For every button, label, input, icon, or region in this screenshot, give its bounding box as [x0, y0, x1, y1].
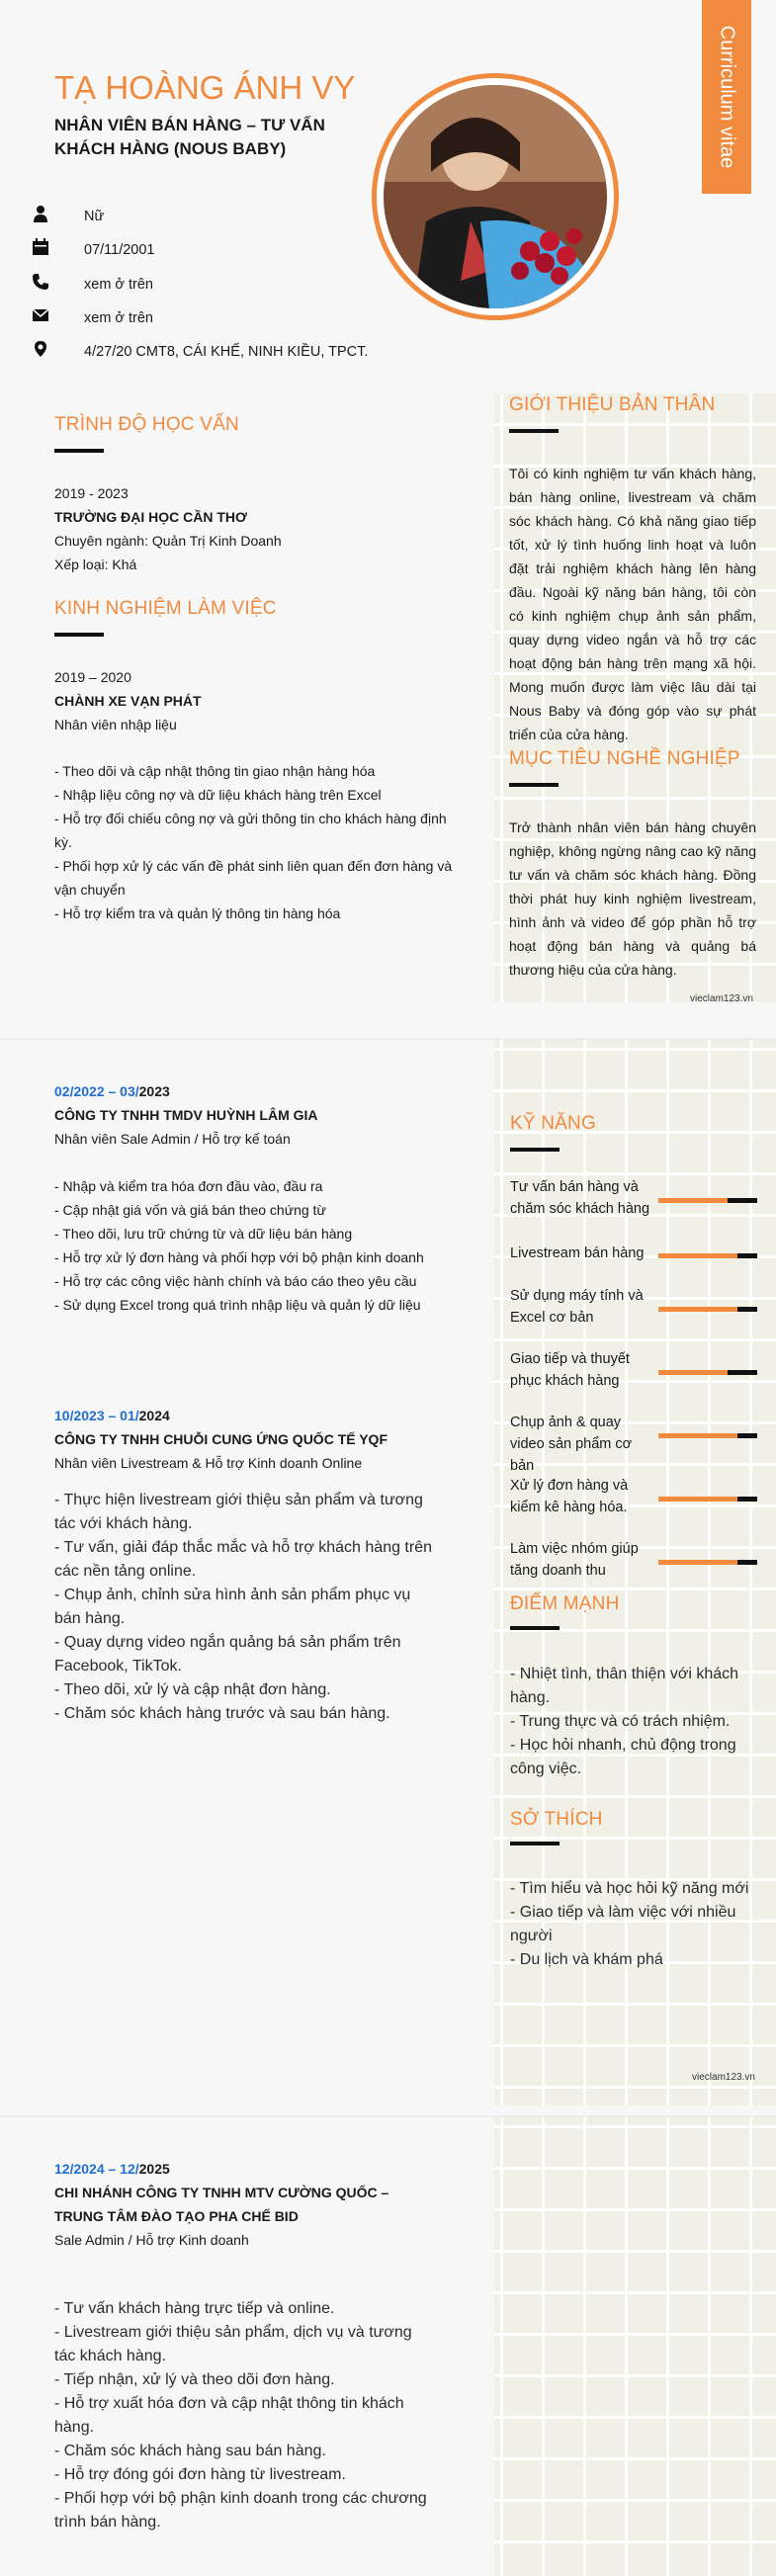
- strengths-heading: ĐIỂM MẠNH: [510, 1593, 620, 1614]
- list-item: - Theo dõi, xử lý và cập nhật đơn hàng.: [54, 1681, 331, 1698]
- about-text: Tôi có kinh nghiệm tư vấn khách hàng, bán hàng online, livestream và chăm sóc khách hàng. Có khả năng giao tiếp tốt, xử lý tình huống linh hoạt và luôn đặt trải nghiệm khách hàng lên hàng đầu. Ngoài kỹ năng bán hàng, tôi còn có kinh nghiệm chụp ảnh sản phẩm, quay dựng video ngắn và hỗ trợ các hoạt động bán hàng trên mạng xã hội. Mong muốn được làm việc lâu dài tại Nous Baby và đóng góp vào sự phát triển của cửa hàng.: [509, 466, 756, 742]
- cv-tab: [702, 0, 751, 194]
- job-block: 2019 – 2020 CHÀNH XE VẠN PHÁT Nhân viên nhập liệu - Theo dõi và cập nhật thông tin giao nhận hàng hóa - Nhập liệu công nợ và dữ liệu khách hàng trên Excel - Hỗ trợ đối chiếu công nợ và gửi thông tin cho khách hàng định kỳ. - Phối hợp xử lý các vấn đề phát sinh liên quan đến đơn hàng và vận chuyển - Hỗ trợ kiểm tra và quản lý thông tin hàng hóa: [54, 665, 460, 925]
- list-item: - Thực hiện livestream giới thiệu sản phẩm và tương tác với khách hàng.: [54, 1492, 423, 1532]
- task-list: [54, 1489, 435, 1726]
- person-icon: [32, 205, 49, 222]
- strengths-list: [510, 1663, 757, 1781]
- skill-label: Xử lý đơn hàng và kiểm kê hàng hóa.: [510, 1478, 629, 1515]
- list-item: - Theo dõi và cập nhật thông tin giao nhận hàng hóa: [54, 763, 376, 779]
- list-item: - Hỗ trợ kiểm tra và quản lý thông tin hàng hóa: [54, 905, 341, 921]
- cv-page-1: [0, 0, 776, 1038]
- skill-level: [737, 1433, 757, 1438]
- job-period: 02/2022 – 03/2023: [54, 1083, 170, 1099]
- grid-background: [494, 2117, 776, 2576]
- heading-underline: [510, 1842, 560, 1846]
- list-item: - Chăm sóc khách hàng trước và sau bán hàng.: [54, 1705, 390, 1722]
- skill-bar: [658, 1253, 757, 1258]
- email-value: xem ở trên: [84, 310, 153, 326]
- task-list: [54, 2297, 435, 2534]
- heading-underline: [509, 429, 559, 433]
- list-item: - Du lịch và khám phá: [510, 1951, 663, 1968]
- heading-underline: [509, 783, 559, 787]
- job-block: 10/2023 – 01/2024 CÔNG TY TNHH CHUỖI CUNG ỨNG QUỐC TẾ YQF Nhân viên Livestream & Hỗ trợ Kinh doanh Online - Thực hiện livestream giới thiệu sản phẩm và tương tác với khách hàng. - Tư vấn, giải đáp thắc mắc và hỗ trợ khách hàng trên các nền tảng online. - Chụp ảnh, chỉnh sửa hình ảnh sản phẩm phục vụ bán hàng. - Quay dựng video ngắn quảng bá sản phẩm trên Facebook, TikTok. - Theo dõi, xử lý và cập nhật đơn hàng. - Chăm sóc khách hàng trước và sau bán hàng.: [54, 1404, 435, 1726]
- objective-text: Trở thành nhân viên bán hàng chuyên nghiệp, không ngừng nâng cao kỹ năng tư vấn và chăm sóc khách hàng. Đồng thời phát huy kinh nghiệm livestream, hình ảnh và video để góp phần hỗ trợ hoạt động bán hàng và quảng bá thương hiệu của cửa hàng.: [509, 819, 756, 978]
- list-item: - Trung thực và có trách nhiệm.: [510, 1713, 731, 1730]
- skill-label: Chụp ảnh & quay video sản phẩm cơ bản: [510, 1415, 633, 1474]
- candidate-name: TẠ HOÀNG ÁNH VY: [54, 69, 356, 106]
- heading-underline: [54, 449, 104, 453]
- skill-bar: [658, 1433, 757, 1438]
- list-item: - Cập nhật giá vốn và giá bán theo chứng từ: [54, 1202, 326, 1218]
- skill-bar: [658, 1560, 757, 1565]
- list-item: - Livestream giới thiệu sản phẩm, dịch vụ và tương tác khách hàng.: [54, 2324, 412, 2364]
- list-item: - Hỗ trợ xử lý đơn hàng và phối hợp với bộ phận kinh doanh: [54, 1249, 424, 1265]
- skill-bar: [658, 1307, 757, 1312]
- list-item: - Nhập và kiểm tra hóa đơn đầu vào, đầu ra: [54, 1178, 323, 1194]
- job-block: 02/2022 – 03/2023 CÔNG TY TNHH TMDV HUỲNH LÂM GIA Nhân viên Sale Admin / Hỗ trợ kế toán - Nhập và kiểm tra hóa đơn đầu vào, đầu ra - Cập nhật giá vốn và giá bán theo chứng từ - Theo dõi, lưu trữ chứng từ và dữ liệu bán hàng - Hỗ trợ xử lý đơn hàng và phối hợp với bộ phận kinh doanh - Hỗ trợ các công việc hành chính và báo cáo theo yêu cầu - Sử dụng Excel trong quá trình nhập liệu và quản lý dữ liệu: [54, 1079, 435, 1317]
- education-heading: TRÌNH ĐỘ HỌC VẤN: [54, 414, 239, 435]
- list-item: - Theo dõi, lưu trữ chứng từ và dữ liệu bán hàng: [54, 1226, 353, 1242]
- address-value: 4/27/20 CMT8, CÁI KHẾ, NINH KIỀU, TPCT.: [84, 344, 369, 360]
- phone-value: xem ở trên: [84, 277, 153, 293]
- skill-level: [737, 1307, 757, 1312]
- skills-heading: KỸ NĂNG: [510, 1113, 596, 1134]
- phone-icon: [32, 273, 49, 291]
- skill-label: Sử dụng máy tính và Excel cơ bản: [510, 1288, 644, 1326]
- cv-page-3: [0, 2117, 776, 2576]
- skill-bar: [658, 1370, 757, 1375]
- job-period: 10/2023 – 01/2024: [54, 1408, 170, 1423]
- skill-bar: [658, 1497, 757, 1502]
- skill-bar: [658, 1198, 757, 1203]
- list-item: - Tìm hiểu và học hỏi kỹ năng mới: [510, 1880, 749, 1897]
- list-item: - Hỗ trợ đóng gói đơn hàng từ livestream.: [54, 2466, 346, 2483]
- hobbies-heading: SỞ THÍCH: [510, 1809, 603, 1830]
- job-block: 12/2024 – 12/2025 CHI NHÁNH CÔNG TY TNHH MTV CƯỜNG QUỐC – TRUNG TÂM ĐÀO TẠO PHA CHẾ BID Sale Admin / Hỗ trợ Kinh doanh - Tư vấn khách hàng trực tiếp và online. - Livestream giới thiệu sản phẩm, dịch vụ và tương tác khách hàng. - Tiếp nhận, xử lý và theo dõi đơn hàng. - Hỗ trợ xuất hóa đơn và cập nhật thông tin khách hàng. - Chăm sóc khách hàng sau bán hàng. - Hỗ trợ đóng gói đơn hàng từ livestream. - Phối hợp với bộ phận kinh doanh trong các chương trình bán hàng.: [54, 2157, 435, 2534]
- envelope-icon: [32, 306, 49, 324]
- job-title: NHÂN VIÊN BÁN HÀNG – TƯ VẤN KHÁCH HÀNG (NOUS BABY): [54, 116, 325, 158]
- skill-level: [737, 1560, 757, 1565]
- list-item: - Học hỏi nhanh, chủ động trong công việc.: [510, 1737, 736, 1777]
- list-item: - Chụp ảnh, chỉnh sửa hình ảnh sản phẩm phục vụ bán hàng.: [54, 1587, 411, 1627]
- list-item: - Phối hợp với bộ phận kinh doanh trong các chương trình bán hàng.: [54, 2490, 427, 2531]
- gender-value: Nữ: [84, 209, 105, 224]
- list-item: - Sử dụng Excel trong quá trình nhập liệu và quản lý dữ liệu: [54, 1297, 421, 1313]
- list-item: - Chăm sóc khách hàng sau bán hàng.: [54, 2443, 326, 2459]
- list-item: - Hỗ trợ xuất hóa đơn và cập nhật thông tin khách hàng.: [54, 2395, 404, 2436]
- skill-label: Làm việc nhóm giúp tăng doanh thu: [510, 1541, 639, 1579]
- education-block: 2019 - 2023 TRƯỜNG ĐẠI HỌC CẦN THƠ Chuyên ngành: Quản Trị Kinh Doanh Xếp loại: Khá: [54, 485, 282, 572]
- skill-level: [737, 1253, 757, 1258]
- list-item: - Quay dựng video ngắn quảng bá sản phẩm trên Facebook, TikTok.: [54, 1634, 401, 1674]
- footer-site: vieclam123.vn: [690, 993, 753, 1004]
- map-pin-icon: [32, 340, 49, 358]
- skill-label: Livestream bán hàng: [510, 1245, 645, 1261]
- list-item: - Tư vấn khách hàng trực tiếp và online.: [54, 2300, 335, 2317]
- task-list: [54, 759, 460, 925]
- avatar: [372, 73, 619, 320]
- list-item: - Nhập liệu công nợ và dữ liệu khách hàng trên Excel: [54, 787, 382, 803]
- cv-page-2: [0, 1040, 776, 2115]
- experience-heading: KINH NGHIỆM LÀM VIỆC: [54, 598, 277, 619]
- list-item: - Hỗ trợ đối chiếu công nợ và gửi thông tin cho khách hàng định kỳ.: [54, 811, 447, 850]
- skill-level: [737, 1497, 757, 1502]
- list-item: - Nhiệt tình, thân thiện với khách hàng.: [510, 1666, 739, 1706]
- heading-underline: [510, 1626, 560, 1630]
- about-heading: GIỚI THIỆU BẢN THÂN: [509, 394, 716, 415]
- cv-tab-label: Curriculum vitae: [716, 25, 738, 169]
- list-item: - Phối hợp xử lý các vấn đề phát sinh liên quan đến đơn hàng và vận chuyển: [54, 858, 453, 898]
- heading-underline: [54, 633, 104, 637]
- list-item: - Hỗ trợ các công việc hành chính và báo cáo theo yêu cầu: [54, 1273, 417, 1289]
- heading-underline: [510, 1148, 560, 1152]
- task-list: [54, 1174, 435, 1317]
- calendar-icon: [32, 238, 49, 256]
- footer-site: vieclam123.vn: [692, 2072, 755, 2083]
- list-item: - Tư vấn, giải đáp thắc mắc và hỗ trợ khách hàng trên các nền tảng online.: [54, 1539, 432, 1580]
- objective-heading: MỤC TIÊU NGHỀ NGHIỆP: [509, 748, 740, 769]
- list-item: - Tiếp nhận, xử lý và theo dõi đơn hàng.: [54, 2371, 335, 2388]
- skill-level: [728, 1370, 757, 1375]
- skill-label: Giao tiếp và thuyết phục khách hàng: [510, 1351, 630, 1389]
- dob-value: 07/11/2001: [84, 242, 155, 258]
- skill-label: Tư vấn bán hàng và chăm sóc khách hàng: [510, 1179, 650, 1217]
- hobbies-list: [510, 1877, 757, 1972]
- skill-level: [728, 1198, 757, 1203]
- list-item: - Giao tiếp và làm việc với nhiều người: [510, 1904, 736, 1944]
- job-period: 12/2024 – 12/2025: [54, 2161, 170, 2177]
